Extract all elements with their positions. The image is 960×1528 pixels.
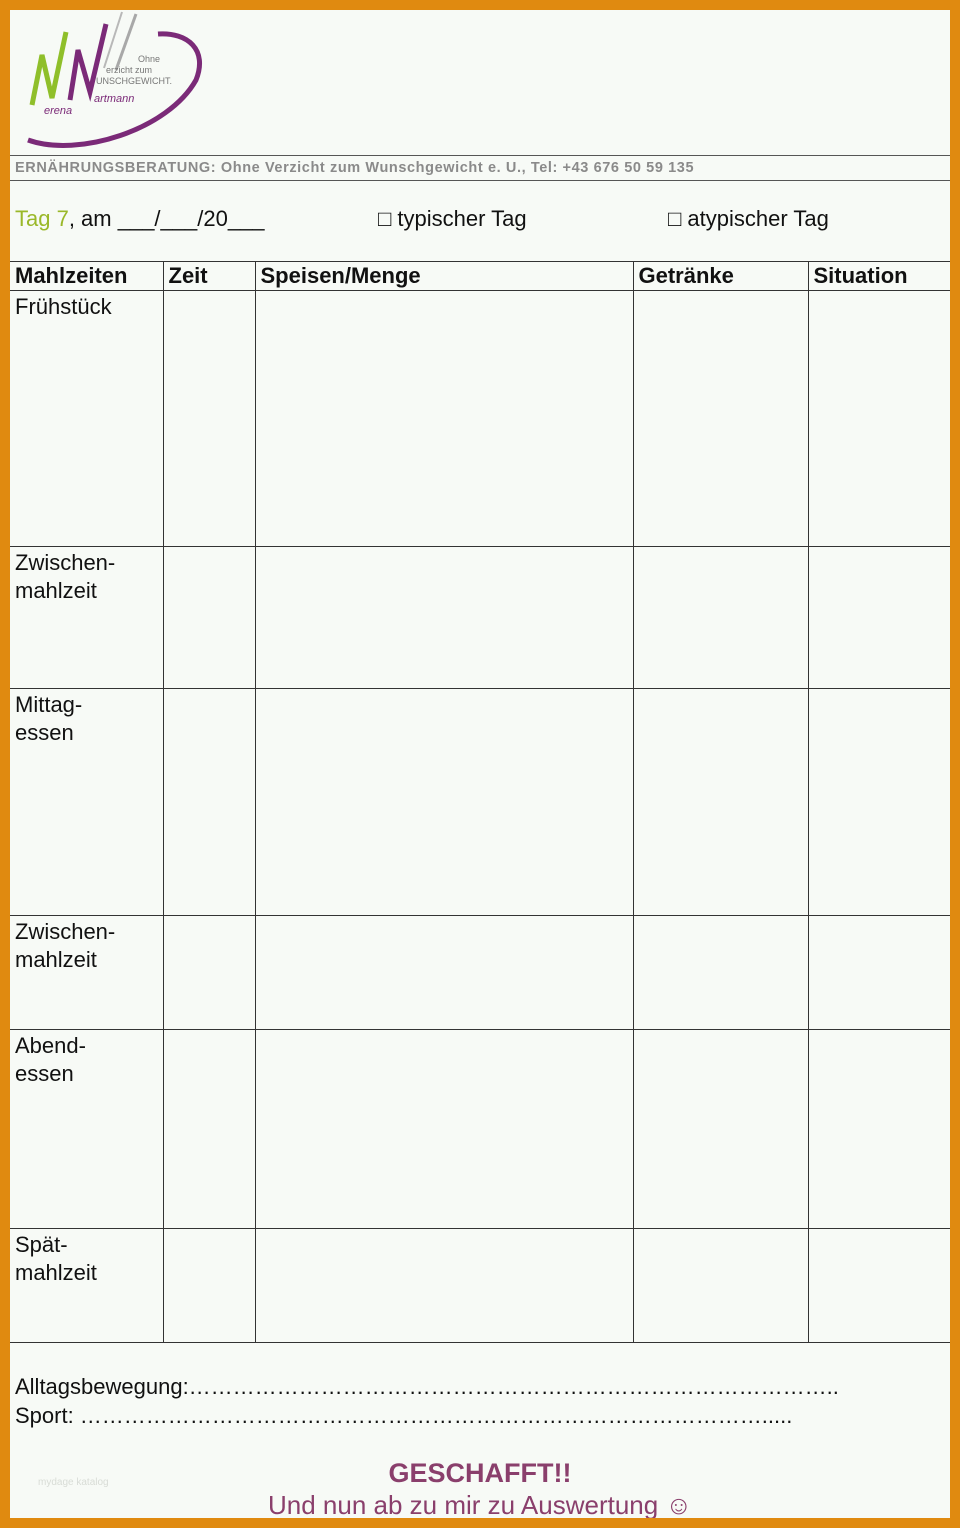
table-header-row — [10, 262, 950, 291]
done-subtitle: Und nun ab zu mir zu Auswertung ☺ — [268, 1490, 692, 1518]
situation-cell[interactable] — [808, 689, 950, 916]
drinks-cell[interactable] — [633, 291, 808, 547]
situation-cell[interactable] — [808, 1229, 950, 1343]
header-situation: Situation — [808, 262, 950, 291]
drinks-cell[interactable] — [633, 916, 808, 1030]
meal-label: Spät- mahlzeit — [10, 1229, 163, 1343]
time-cell[interactable] — [163, 916, 255, 1030]
time-cell[interactable] — [163, 689, 255, 916]
food-cell[interactable] — [255, 1030, 633, 1229]
logo — [18, 10, 203, 150]
done-title: GESCHAFFT!! — [388, 1458, 572, 1488]
drinks-cell[interactable] — [633, 1229, 808, 1343]
header-rule-bottom — [10, 180, 950, 181]
food-cell[interactable] — [255, 1229, 633, 1343]
meal-label: Frühstück — [10, 291, 163, 547]
day-date-line — [15, 206, 265, 232]
header-rule-top — [10, 155, 950, 156]
time-cell[interactable] — [163, 1229, 255, 1343]
situation-cell[interactable] — [808, 547, 950, 689]
table-row — [10, 916, 950, 1030]
atypical-day-checkbox[interactable]: □ atypischer Tag — [668, 206, 829, 231]
food-cell[interactable] — [255, 291, 633, 547]
food-cell[interactable] — [255, 547, 633, 689]
watermark: mydage katalog — [38, 1477, 109, 1488]
food-cell[interactable] — [255, 916, 633, 1030]
situation-cell[interactable] — [808, 916, 950, 1030]
everyday-activity-field[interactable]: Alltagsbewegung:…………………………………………………………………………….. — [15, 1374, 839, 1399]
drinks-cell[interactable] — [633, 1030, 808, 1229]
drinks-cell[interactable] — [633, 689, 808, 916]
form-page — [10, 10, 950, 1518]
meal-label: Zwischen- mahlzeit — [10, 916, 163, 1030]
date-field[interactable]: , am ___/___/20___ — [68, 206, 265, 231]
food-cell[interactable] — [255, 689, 633, 916]
meal-log-table — [10, 261, 950, 1343]
table-row — [10, 689, 950, 916]
header-zeit: Zeit — [163, 262, 255, 291]
header-speisen: Speisen/Menge — [255, 262, 633, 291]
meal-label: Mittag- essen — [10, 689, 163, 916]
logo-hartmann: artmann — [94, 93, 135, 105]
time-cell[interactable] — [163, 291, 255, 547]
table-row — [10, 1229, 950, 1343]
drinks-cell[interactable] — [633, 547, 808, 689]
sport-field[interactable]: Sport: …………………………………………………………………………………..... — [15, 1403, 793, 1428]
time-cell[interactable] — [163, 547, 255, 689]
meal-label: Zwischen- mahlzeit — [10, 547, 163, 689]
situation-cell[interactable] — [808, 291, 950, 547]
header-getraenke: Getränke — [633, 262, 808, 291]
logo-verzicht: erzicht zum — [106, 65, 153, 75]
time-cell[interactable] — [163, 1030, 255, 1229]
logo-ohne: Ohne — [138, 54, 161, 64]
logo-verena: erena — [44, 105, 73, 117]
typical-day-checkbox[interactable]: □ typischer Tag — [378, 206, 527, 231]
consultancy-header: ERNÄHRUNGSBERATUNG: Ohne Verzicht zum Wunschgewicht e. U., Tel: +43 676 50 59 135 — [15, 160, 695, 176]
table-row — [10, 1030, 950, 1229]
situation-cell[interactable] — [808, 1030, 950, 1229]
meal-label: Abend- essen — [10, 1030, 163, 1229]
header-mahlzeiten: Mahlzeiten — [10, 262, 163, 291]
table-row — [10, 291, 950, 547]
day-tag: Tag 7 — [15, 206, 69, 231]
logo-wunsch: UNSCHGEWICHT. — [96, 76, 172, 86]
table-row — [10, 547, 950, 689]
